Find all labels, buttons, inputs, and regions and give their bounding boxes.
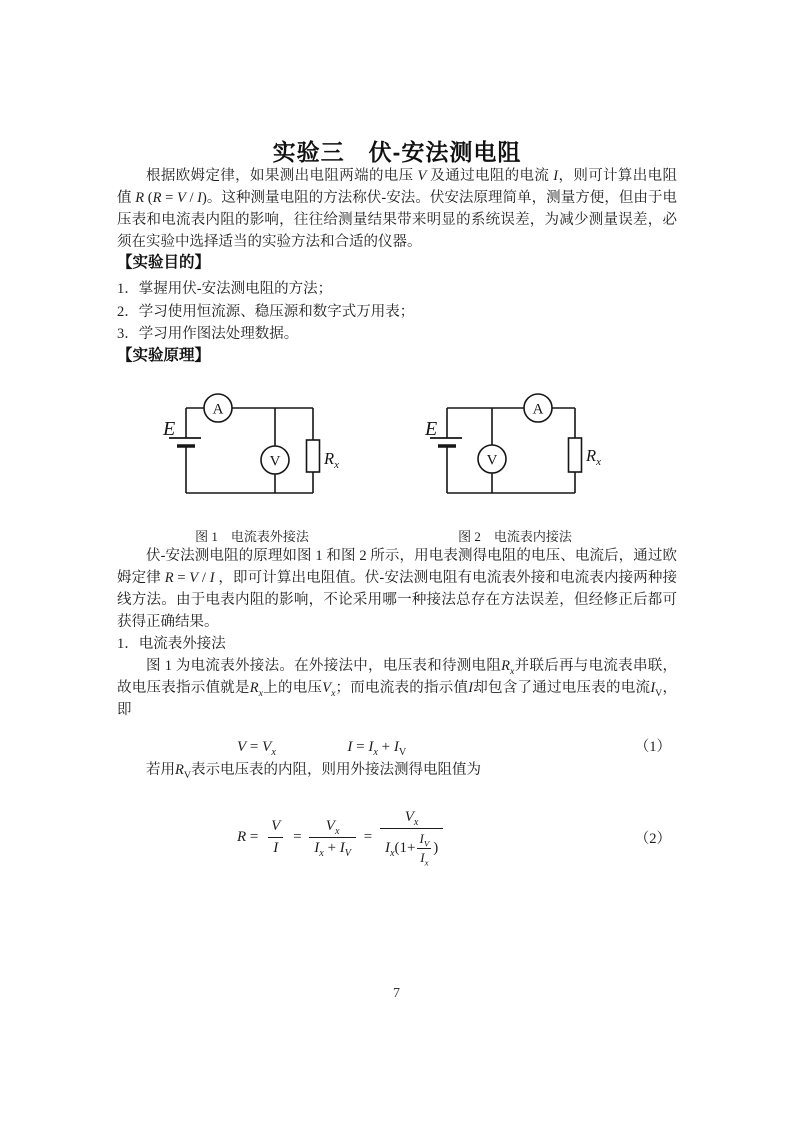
objective-item-3: 3．学习用作图法处理数据。 — [117, 326, 299, 342]
resistor-label: $R_x$ — [586, 445, 601, 468]
section-heading-objective: 【实验目的】 — [117, 254, 211, 271]
fraction-vx-over-sum: $\frac{V_x}{I_x + I_V}$ — [309, 818, 356, 857]
rv-paragraph: 若用$R_V$表示电压表的内阻，则用外接法测得电阻值为 — [146, 761, 481, 781]
voltmeter-label: V — [486, 452, 498, 468]
fraction-vx-over-corrected: $V_x$ $I_x(1+$ $\frac{I_V}{I_x}$ ) — [380, 809, 443, 866]
voltmeter-icon — [261, 446, 289, 474]
ammeter-icon — [204, 394, 232, 422]
objective-list — [117, 278, 677, 346]
objective-item-1: 1．掌握用伏-安法测电阻的方法； — [117, 281, 333, 297]
ammeter-label: A — [212, 401, 224, 417]
resistor-label: $R_x$ — [324, 448, 339, 471]
circuit-diagram-ammeter-external — [160, 390, 350, 520]
page-title: 实验三 伏-安法测电阻 — [272, 139, 522, 165]
fraction-iv-over-ix: $\frac{I_V}{I_x}$ — [416, 831, 432, 866]
source-label: E — [163, 417, 176, 440]
equation-2: R = $\frac{V}{I}$ = $\frac{V_x}{I_x + I_V}$ = $V_x$ $I_x(1+$ $\frac{I_V}{I_x}$ ) （2） — [237, 808, 671, 868]
subsection-external-method: 1．电流表外接法 — [117, 635, 226, 652]
page-number: 7 — [393, 986, 400, 1001]
circuit-wires — [447, 408, 575, 493]
ammeter-label: A — [532, 401, 544, 417]
external-method-paragraph: 图 1 为电流表外接法。在外接法中，电压表和待测电阻$R_x$并联后再与电流表串联，故电压表指示值就是$R_x$上的电压$V_x$；而电流表的指示值I却包含了通过电压表的电流$I_V$，即 — [117, 657, 678, 718]
equation-1: $V = V_x$ $I = I_x + I_V$ （1） — [117, 735, 677, 759]
resistor-icon — [307, 440, 320, 472]
circuit-diagram-ammeter-internal — [425, 390, 615, 520]
figure-2-caption: 图 2 电流表内接法 — [458, 528, 572, 544]
intro-paragraph: 根据欧姆定律，如果测出电阻两端的电压 V 及通过电阻的电流 I，则可计算出电阻值 R (R = V / I)。这种测量电阻的方法称伏-安法。伏安法原理简单，测量方便，但由于电压表和电流表内阻的影响，往往给测量结果带来明显的系统误差，为减少测量误差，必须在实验中选择适当的实验方法和合适的仪器。 — [117, 168, 678, 250]
objective-item-2: 2．学习使用恒流源、稳压源和数字式万用表； — [117, 303, 415, 320]
figure-1-caption: 图 1 电流表外接法 — [195, 528, 309, 544]
principle-paragraph: 伏-安法测电阻的原理如图 1 和图 2 所示，用电表测得电阻的电压、电流后，通过欧姆定律 R = V / I ，即可计算出电阻值。伏-安法测电阻有电流表外接和电流表内接两种接线方法。由于电表内阻的影响，不论采用哪一种接法总存在方法误差，但经修正后都可获得正确结果。 — [117, 547, 678, 630]
circuit-figures — [117, 390, 677, 520]
ammeter-icon — [524, 394, 552, 422]
section-heading-principle: 【实验原理】 — [117, 346, 211, 364]
fraction-v-over-i: $\frac{V}{I}$ — [266, 818, 285, 857]
source-label: E — [425, 417, 438, 440]
resistor-icon — [569, 438, 582, 472]
equation-2-number: （2） — [634, 830, 671, 847]
figure-captions — [117, 526, 677, 545]
voltmeter-icon — [478, 445, 506, 473]
voltmeter-label: V — [269, 453, 281, 469]
equation-1-number: （1） — [634, 738, 671, 755]
circuit-wires — [186, 408, 313, 493]
